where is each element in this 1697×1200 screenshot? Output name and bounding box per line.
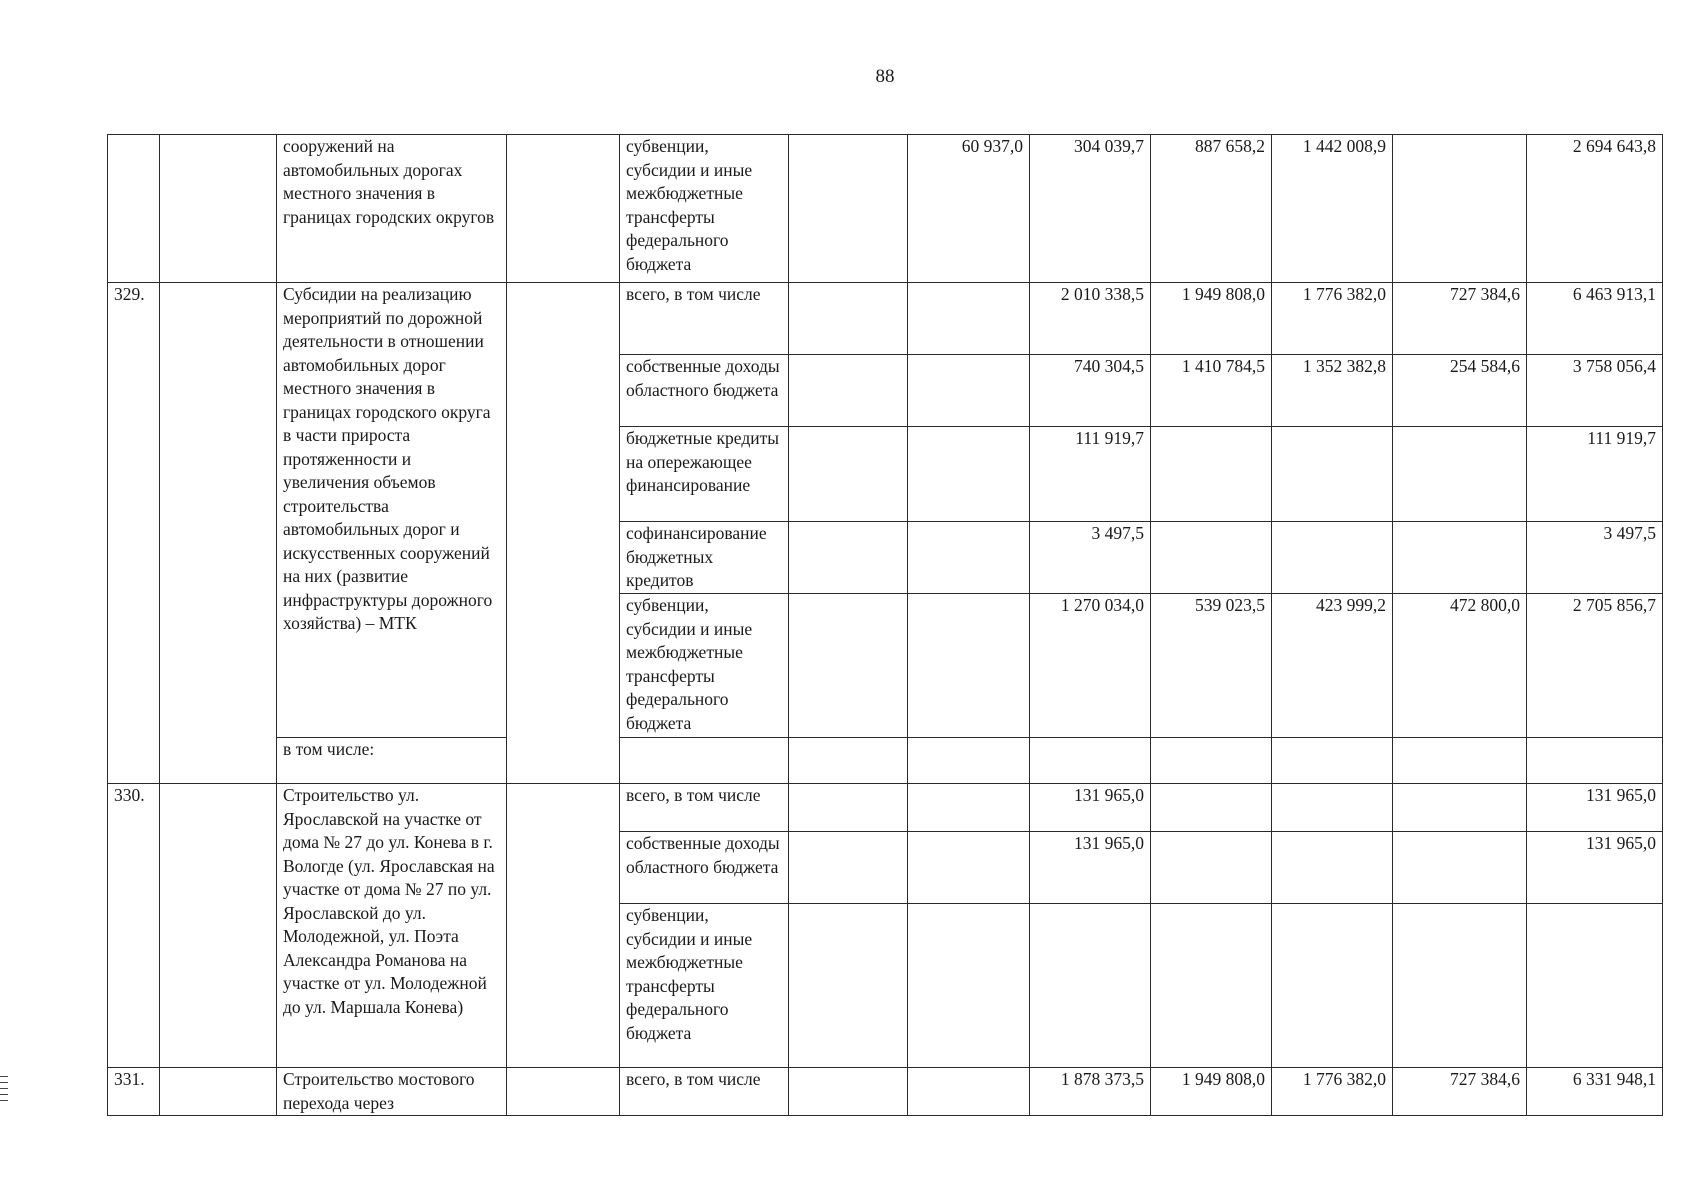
total-cell: 6 331 948,1 xyxy=(1527,1068,1663,1116)
empty-cell xyxy=(160,1068,277,1116)
empty-cell xyxy=(789,1068,908,1116)
value-cell: 727 384,6 xyxy=(1393,1068,1527,1116)
funding-source: всего, в том числе xyxy=(620,784,789,832)
value-cell: 423 999,2 xyxy=(1272,594,1393,738)
empty-cell xyxy=(160,283,277,784)
funding-source: субвенции, субсидии и иные межбюджетные трансферты федерального бюджета xyxy=(620,594,789,738)
value-cell: 111 919,7 xyxy=(1030,427,1151,522)
empty-cell xyxy=(789,904,908,1068)
value-cell xyxy=(1272,784,1393,832)
value-cell: 727 384,6 xyxy=(1393,283,1527,355)
value-cell: 539 023,5 xyxy=(1151,594,1272,738)
value-cell xyxy=(1393,135,1527,283)
measure-description: Строительство мостового перехода через xyxy=(277,1068,507,1116)
funding-source: собственные доходы областного бюджета xyxy=(620,355,789,427)
value-cell xyxy=(1151,427,1272,522)
value-cell xyxy=(908,1068,1030,1116)
table-row xyxy=(108,1068,1663,1116)
value-cell: 1 776 382,0 xyxy=(1272,283,1393,355)
value-cell: 60 937,0 xyxy=(908,135,1030,283)
value-cell xyxy=(1272,427,1393,522)
value-cell xyxy=(1272,904,1393,1068)
table-row xyxy=(108,135,1663,283)
scan-edge-marks xyxy=(0,1076,8,1106)
value-cell xyxy=(1393,904,1527,1068)
value-cell: 1 410 784,5 xyxy=(1151,355,1272,427)
value-cell: 740 304,5 xyxy=(1030,355,1151,427)
value-cell: 1 442 008,9 xyxy=(1272,135,1393,283)
measure-description: Субсидии на реализацию мероприятий по дорожной деятельности в отношении автомобильных дорог местного значения в границах городского округа в части прироста протяженности и увеличения объемов строительства автомобильных дорог и искусственных сооружений на них (развитие инфраструктуры дорожного хозяйства) – МТК xyxy=(277,283,507,738)
empty-cell xyxy=(160,784,277,1068)
table-row xyxy=(108,738,1663,784)
value-cell xyxy=(908,784,1030,832)
empty-cell xyxy=(160,135,277,283)
value-cell xyxy=(1030,738,1151,784)
value-cell xyxy=(1151,832,1272,904)
empty-cell xyxy=(789,784,908,832)
funding-source: бюджетные кредиты на опережающее финансирование xyxy=(620,427,789,522)
value-cell xyxy=(908,738,1030,784)
value-cell xyxy=(1393,784,1527,832)
measure-description: сооружений на автомобильных дорогах местного значения в границах городских округов xyxy=(277,135,507,283)
value-cell: 304 039,7 xyxy=(1030,135,1151,283)
empty-cell xyxy=(507,1068,620,1116)
value-cell: 254 584,6 xyxy=(1393,355,1527,427)
empty-cell xyxy=(507,135,620,283)
row-number-cell xyxy=(108,135,160,283)
value-cell: 1 949 808,0 xyxy=(1151,283,1272,355)
empty-cell xyxy=(507,784,620,1068)
funding-source: всего, в том числе xyxy=(620,1068,789,1116)
value-cell: 1 270 034,0 xyxy=(1030,594,1151,738)
empty-cell xyxy=(789,135,908,283)
total-cell: 6 463 913,1 xyxy=(1527,283,1663,355)
value-cell xyxy=(1393,832,1527,904)
table-row xyxy=(108,784,1663,832)
page-number: 88 xyxy=(875,66,895,87)
row-number-cell: 329. xyxy=(108,283,160,784)
empty-cell xyxy=(789,427,908,522)
value-cell: 1 878 373,5 xyxy=(1030,1068,1151,1116)
value-cell xyxy=(1272,522,1393,594)
funding-source: субвенции, субсидии и иные межбюджетные трансферты федерального бюджета xyxy=(620,135,789,283)
row-number-cell: 330. xyxy=(108,784,160,1068)
value-cell xyxy=(908,594,1030,738)
value-cell: 1 352 382,8 xyxy=(1272,355,1393,427)
empty-cell xyxy=(789,355,908,427)
value-cell xyxy=(908,427,1030,522)
empty-cell xyxy=(789,522,908,594)
value-cell: 1 949 808,0 xyxy=(1151,1068,1272,1116)
value-cell xyxy=(1151,738,1272,784)
value-cell xyxy=(1151,904,1272,1068)
total-cell: 3 497,5 xyxy=(1527,522,1663,594)
subtotal-label: в том числе: xyxy=(277,738,507,784)
value-cell xyxy=(908,832,1030,904)
value-cell: 887 658,2 xyxy=(1151,135,1272,283)
value-cell xyxy=(908,355,1030,427)
value-cell xyxy=(1030,904,1151,1068)
row-number-cell: 331. xyxy=(108,1068,160,1116)
total-cell: 131 965,0 xyxy=(1527,784,1663,832)
measure-description: Строительство ул. Ярославской на участке от дома № 27 до ул. Конева в г. Вологде (ул. Ярославская на участке от дома № 27 по ул. Ярославской до ул. Молодежной, ул. Поэта Александра Романова на участке от ул. Молодежной до ул. Маршала Конева) xyxy=(277,784,507,1068)
value-cell: 1 776 382,0 xyxy=(1272,1068,1393,1116)
funding-source: субвенции, субсидии и иные межбюджетные трансферты федерального бюджета xyxy=(620,904,789,1068)
empty-cell xyxy=(789,832,908,904)
funding-source xyxy=(620,738,789,784)
value-cell: 472 800,0 xyxy=(1393,594,1527,738)
value-cell xyxy=(1393,427,1527,522)
value-cell xyxy=(908,904,1030,1068)
table-row xyxy=(108,283,1663,355)
value-cell xyxy=(1272,832,1393,904)
value-cell xyxy=(1151,522,1272,594)
funding-source: всего, в том числе xyxy=(620,283,789,355)
funding-source: собственные доходы областного бюджета xyxy=(620,832,789,904)
total-cell xyxy=(1527,904,1663,1068)
value-cell: 131 965,0 xyxy=(1030,784,1151,832)
value-cell xyxy=(908,283,1030,355)
value-cell xyxy=(1393,522,1527,594)
value-cell: 3 497,5 xyxy=(1030,522,1151,594)
value-cell: 2 010 338,5 xyxy=(1030,283,1151,355)
value-cell xyxy=(1393,738,1527,784)
value-cell xyxy=(1272,738,1393,784)
empty-cell xyxy=(507,283,620,784)
empty-cell xyxy=(789,283,908,355)
value-cell xyxy=(1151,784,1272,832)
value-cell xyxy=(908,522,1030,594)
total-cell xyxy=(1527,738,1663,784)
budget-table xyxy=(107,134,1663,1116)
value-cell: 131 965,0 xyxy=(1030,832,1151,904)
total-cell: 131 965,0 xyxy=(1527,832,1663,904)
total-cell: 2 705 856,7 xyxy=(1527,594,1663,738)
total-cell: 111 919,7 xyxy=(1527,427,1663,522)
empty-cell xyxy=(789,738,908,784)
total-cell: 2 694 643,8 xyxy=(1527,135,1663,283)
funding-source: софинансирование бюджетных кредитов xyxy=(620,522,789,594)
total-cell: 3 758 056,4 xyxy=(1527,355,1663,427)
empty-cell xyxy=(789,594,908,738)
